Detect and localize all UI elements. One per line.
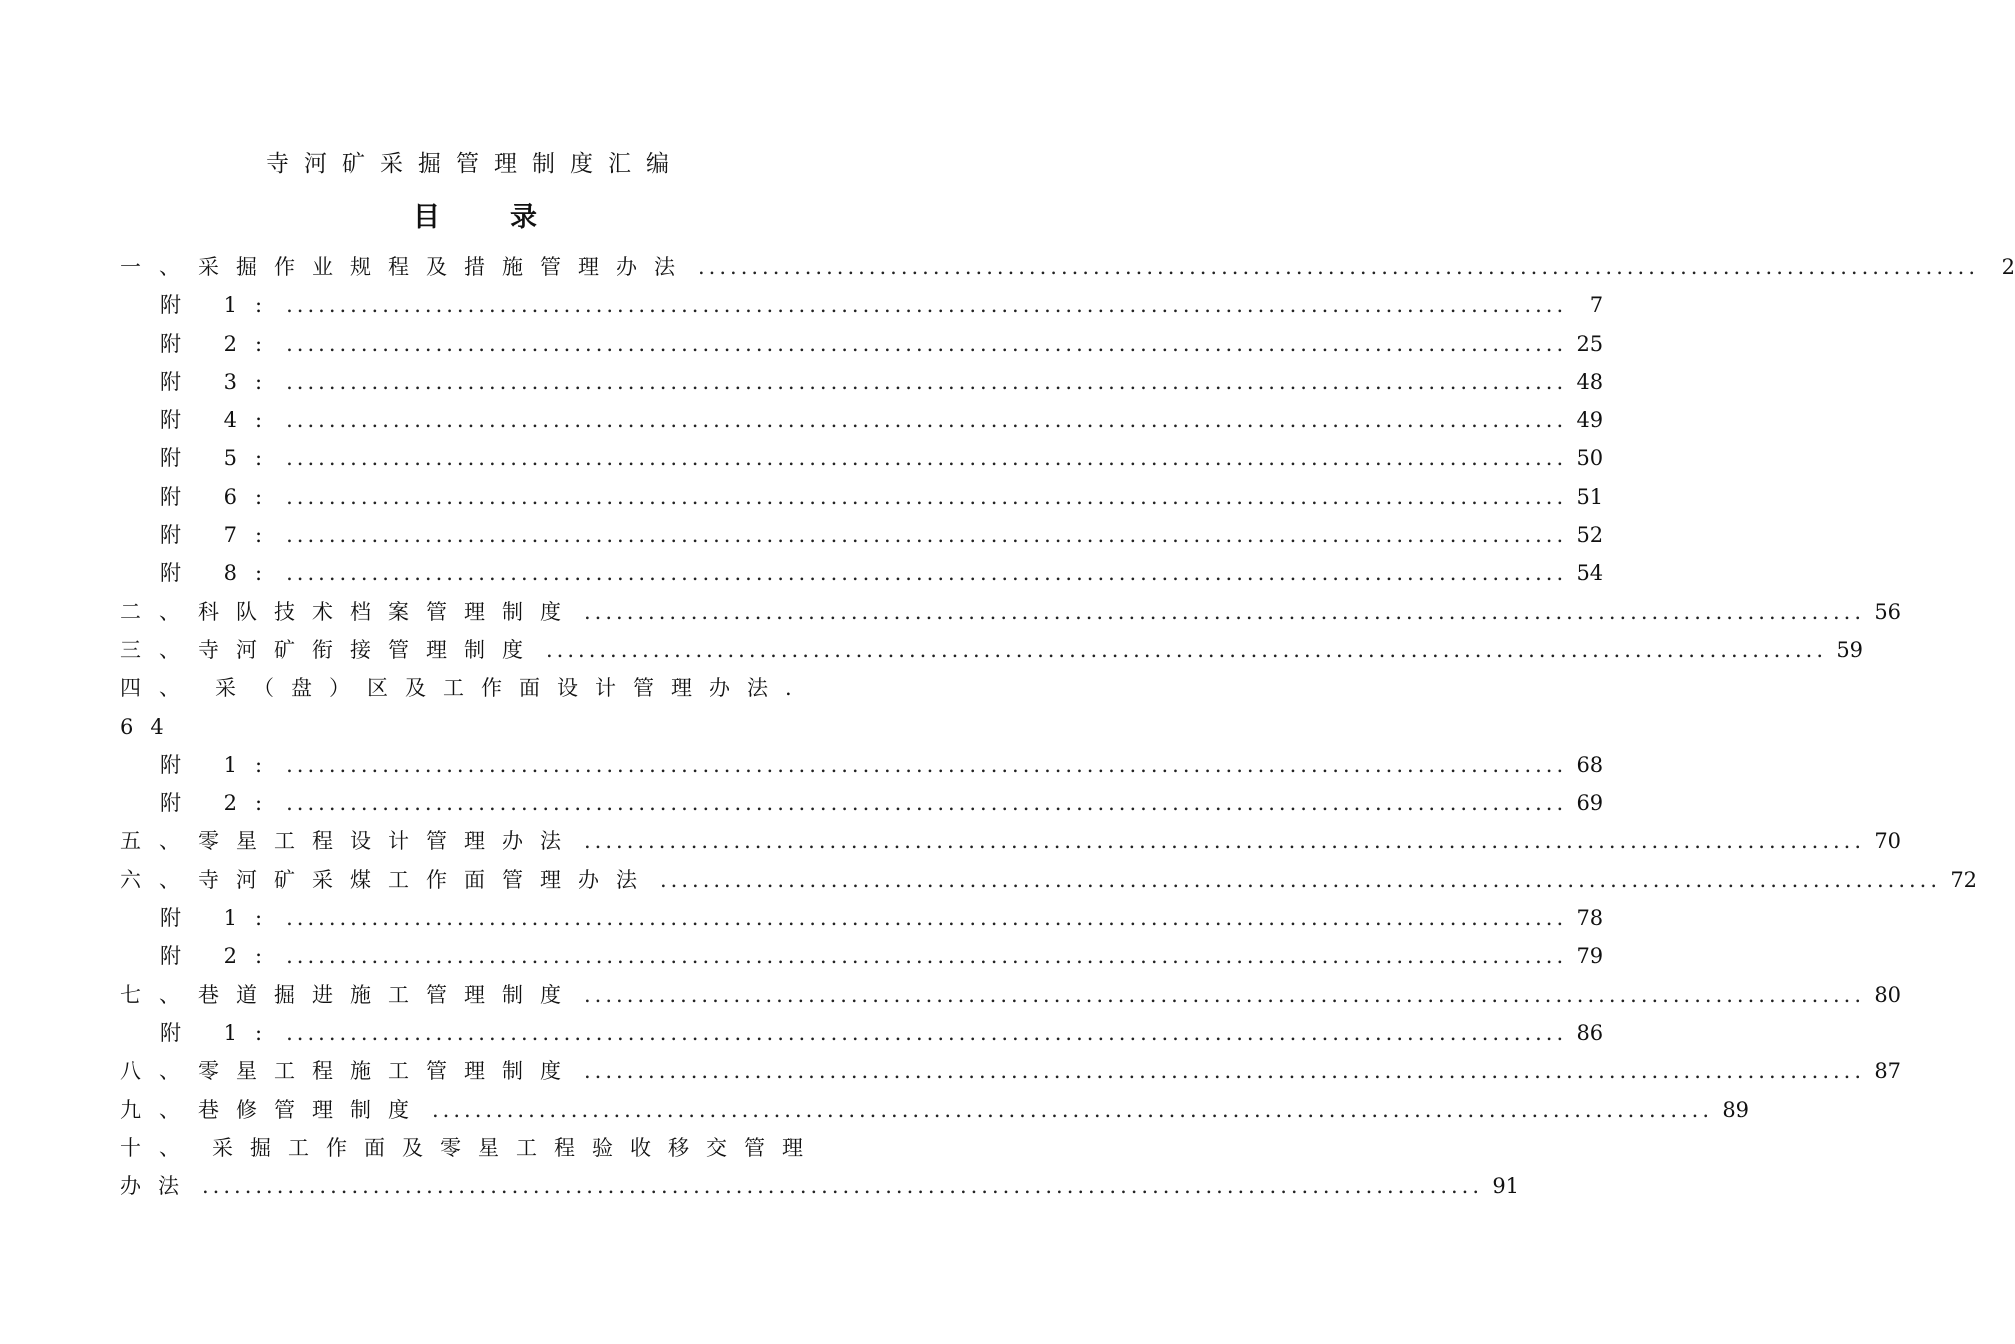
toc-leader-dots: ........................................................................................................................ <box>286 293 1568 318</box>
toc-leader-dots: ........................................................................................................................ <box>286 791 1568 816</box>
toc-entry-page: 80 <box>1874 982 1902 1007</box>
toc-entry-number: 三、 <box>120 637 198 662</box>
toc-heading: 目录 <box>413 202 607 233</box>
toc-entry[interactable] <box>120 708 820 746</box>
toc-entry-page: 50 <box>1576 446 1604 471</box>
toc-entry-title: 附 7: <box>160 523 281 548</box>
toc-entry-number: 十、 <box>120 1135 198 1160</box>
toc-entry-page: 49 <box>1576 408 1604 433</box>
toc-entry-page: 87 <box>1874 1059 1902 1084</box>
toc-entry-page: 2 <box>2001 255 2015 279</box>
toc-entry-page: 69 <box>1576 791 1604 816</box>
toc-entry[interactable] <box>120 669 820 707</box>
toc-entry-title: 科队技术档案管理制度 <box>198 599 578 624</box>
toc-entry-title: 附 4: <box>160 408 281 433</box>
toc-leader-dots: ........................................................................................................................ <box>202 1174 1484 1199</box>
toc-entry[interactable] <box>120 631 1864 669</box>
toc-leader-dots: ........................................................................................................................ <box>286 523 1568 548</box>
toc-entry[interactable] <box>120 822 1902 860</box>
toc-entry-number: 五、 <box>120 829 198 854</box>
toc-leader-dots: ........................................................................................................................ <box>286 752 1568 777</box>
toc-entry-title: 附 8: <box>160 561 281 586</box>
toc-entry-title: 零星工程设计管理办法 <box>198 829 578 854</box>
toc-leader-dots: ........................................................................................................................ <box>286 484 1568 509</box>
toc-entry-title: 附 1: <box>160 752 281 777</box>
toc-entry[interactable] <box>120 516 1604 554</box>
toc-entry-title: 附 2: <box>160 791 281 816</box>
toc-entry[interactable] <box>120 976 1902 1014</box>
toc-entry[interactable] <box>120 593 1902 631</box>
toc-entry[interactable] <box>120 1129 820 1167</box>
toc-entry-title: 巷修管理制度 <box>198 1097 426 1122</box>
toc-leader-dots: ........................................................................................................................ <box>546 637 1828 662</box>
toc-entry-number: 二、 <box>120 599 198 624</box>
toc-entry[interactable] <box>120 325 1604 363</box>
toc-leader-dots: ........................................................................................................................ <box>584 599 1866 624</box>
toc-entry-title: 采掘作业规程及措施管理办法 <box>198 255 692 279</box>
toc-entry-page: 7 <box>1589 293 1604 318</box>
toc-leader-dots: ........................................................................................................................ <box>432 1097 1714 1122</box>
toc-leader-dots: ........................................................................................................................ <box>286 446 1568 471</box>
toc-entry-title: 附 6: <box>160 484 281 509</box>
toc-entry[interactable] <box>120 554 1604 592</box>
toc-entry-title: 办法 <box>120 1174 196 1199</box>
toc-entry-number: 六、 <box>120 867 198 892</box>
toc-entry-page: 91 <box>1492 1174 1520 1199</box>
toc-leader-dots: ........................................................................................................................ <box>286 561 1568 586</box>
toc-entry[interactable] <box>120 1052 1902 1090</box>
toc-entry[interactable] <box>120 248 2015 286</box>
toc-entry-page: 25 <box>1576 331 1604 356</box>
toc-entry-page: 86 <box>1576 1020 1604 1045</box>
toc-entry-title: 附 2: <box>160 944 281 969</box>
toc-entry-title: 零星工程施工管理制度 <box>198 1059 578 1084</box>
toc-leader-dots: ........................................................................................................................ <box>286 331 1568 356</box>
toc-entry[interactable] <box>120 861 1978 899</box>
toc-entry-page: 59 <box>1836 637 1864 662</box>
toc-entry-page: 78 <box>1576 906 1604 931</box>
toc-leader-dots: ........................................................................................................................ <box>286 1020 1568 1045</box>
toc-entry[interactable] <box>120 899 1604 937</box>
toc-entry-number: 九、 <box>120 1097 198 1122</box>
toc-entry-title: 采掘工作面及零星工程验收移交管理 <box>212 1135 820 1160</box>
toc-entry-page: 54 <box>1576 561 1604 586</box>
toc-leader-dots: ........................................................................................................................ <box>584 1059 1866 1084</box>
toc-leader-dots: ........................................................................................................................ <box>698 255 1980 279</box>
toc-leader-dots: ........................................................................................................................ <box>286 369 1568 394</box>
toc-leader-dots: ........................................................................................................................ <box>584 982 1866 1007</box>
toc-entry-number: 四、 <box>120 676 198 701</box>
toc-entry-title: 附 1: <box>160 1020 281 1045</box>
toc-entry-page: 51 <box>1576 484 1604 509</box>
toc-entry-title: 附 2: <box>160 331 281 356</box>
toc-entry[interactable] <box>120 746 1604 784</box>
toc-entry[interactable] <box>120 363 1604 401</box>
toc-entry-title: 寺河矿衔接管理制度 <box>198 637 540 662</box>
toc-entry-number: 七、 <box>120 982 198 1007</box>
toc-leader-dots: ........................................................................................................................ <box>286 906 1568 931</box>
toc-entry-number: 一、 <box>120 255 198 279</box>
toc-entry-title: 附 5: <box>160 446 281 471</box>
toc-leader-dots: ........................................................................................................................ <box>286 944 1568 969</box>
toc-entry[interactable] <box>120 1014 1604 1052</box>
toc-entry-title: 采（盘）区及工作面设计管理办法. <box>215 676 809 701</box>
toc-entry-page: 72 <box>1950 867 1978 892</box>
toc-entry-title: 巷道掘进施工管理制度 <box>198 982 578 1007</box>
toc-leader-dots: ........................................................................................................................ <box>584 829 1866 854</box>
toc-entry-page: 70 <box>1874 829 1902 854</box>
toc-entry-title: 64 <box>120 714 181 739</box>
toc-entry-page: 79 <box>1576 944 1604 969</box>
toc-leader-dots: ........................................................................................................................ <box>286 408 1568 433</box>
toc-entry-page: 52 <box>1576 523 1604 548</box>
toc-entry[interactable] <box>120 439 1604 477</box>
toc-entry-page: 89 <box>1722 1097 1750 1122</box>
toc-entry-title: 附 1: <box>160 293 281 318</box>
toc-entry[interactable] <box>120 937 1604 975</box>
toc-entry-title: 寺河矿采煤工作面管理办法 <box>198 867 654 892</box>
toc-entry[interactable] <box>120 784 1604 822</box>
table-of-contents <box>120 248 2015 1205</box>
toc-entry[interactable] <box>120 1167 1520 1205</box>
toc-entry-title: 附 3: <box>160 369 281 394</box>
toc-entry-number: 八、 <box>120 1059 198 1084</box>
toc-entry[interactable] <box>120 286 1604 324</box>
toc-entry-page: 48 <box>1576 369 1604 394</box>
toc-entry[interactable] <box>120 1091 1750 1129</box>
toc-leader-dots: ........................................................................................................................ <box>660 867 1942 892</box>
toc-entry[interactable] <box>120 478 1604 516</box>
toc-entry[interactable] <box>120 401 1604 439</box>
toc-entry-title: 附 1: <box>160 906 281 931</box>
toc-entry-page: 68 <box>1576 752 1604 777</box>
document-title: 寺河矿采掘管理制度汇编 <box>266 151 684 177</box>
toc-entry-page: 56 <box>1874 599 1902 624</box>
